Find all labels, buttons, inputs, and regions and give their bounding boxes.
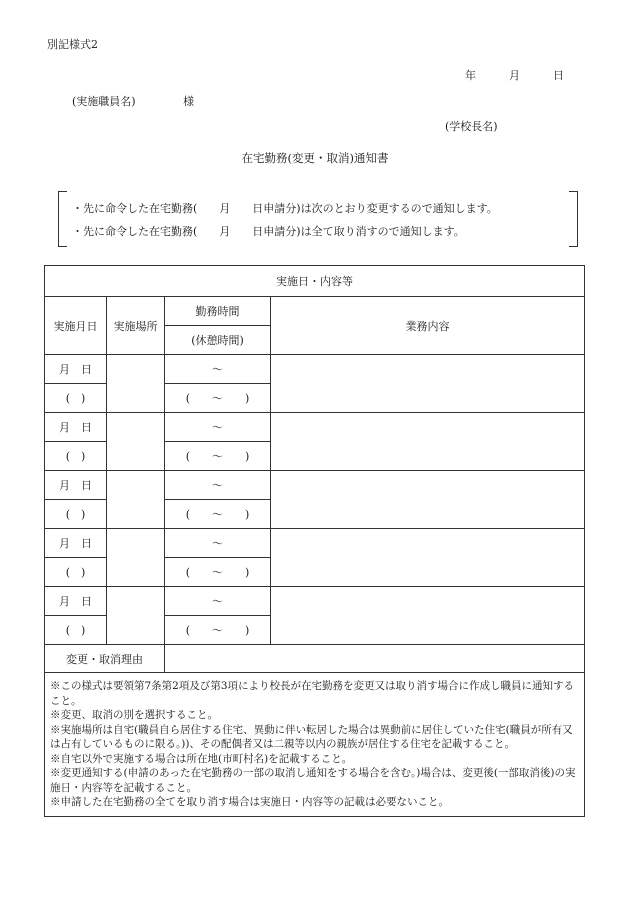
note-item: ※自宅以外で実施する場合は所在地(市町村名)を記載すること。 <box>50 752 353 765</box>
section-header: 実施日・内容等 <box>45 266 585 297</box>
col-header-content: 業務内容 <box>271 297 585 355</box>
row-hours[interactable]: ～ <box>165 413 271 442</box>
executor-honorific: 様 <box>183 95 195 108</box>
bracket-left <box>58 191 67 247</box>
principal-name-label: (学校長名) <box>445 120 498 133</box>
executor-name-label: (実施職員名) <box>72 95 136 108</box>
date-month: 月 <box>509 69 520 82</box>
col-header-break: (休憩時間) <box>165 326 271 355</box>
reason-label: 変更・取消理由 <box>45 645 165 673</box>
row-place[interactable] <box>107 413 165 471</box>
executor-line <box>72 93 194 109</box>
row-break[interactable]: ( ～ ) <box>165 384 271 413</box>
option-change[interactable]: ・先に命令した在宅勤務( 月 日申請分)は次のとおり変更するので通知します。 <box>72 202 498 215</box>
table-row <box>45 355 585 384</box>
form-number-label: 別記様式2 <box>47 38 98 51</box>
row-date[interactable]: 月 日 <box>45 471 107 500</box>
row-weekday[interactable]: ( ) <box>45 616 107 645</box>
col-header-hours: 勤務時間 <box>165 297 271 326</box>
note-item: ※申請した在宅勤務の全てを取り消す場合は実施日・内容等の記載は必要ないこと。 <box>50 796 449 808</box>
row-weekday[interactable]: ( ) <box>45 500 107 529</box>
row-content[interactable] <box>271 413 585 471</box>
col-header-date: 実施月日 <box>45 297 107 355</box>
row-weekday[interactable]: ( ) <box>45 558 107 587</box>
note-item: ※この様式は要領第7条第2項及び第3項により校長が在宅勤務を変更又は取り消す場合に作成し職員に通知すること。 <box>50 680 575 707</box>
row-date[interactable]: 月 日 <box>45 587 107 616</box>
implementation-table <box>44 265 585 817</box>
row-place[interactable] <box>107 355 165 413</box>
option-bracket <box>58 191 578 245</box>
row-hours[interactable]: ～ <box>165 471 271 500</box>
row-content[interactable] <box>271 471 585 529</box>
row-content[interactable] <box>271 529 585 587</box>
row-break[interactable]: ( ～ ) <box>165 616 271 645</box>
note-item: ※実施場所は自宅(職員自ら居住する住宅、異動に伴い転居した場合は異動前に居住していた住宅(職員が所有又は占有しているものに限る。))、その配偶者又は二親等以内の親族が居住する住宅を記載すること。 <box>50 723 573 750</box>
row-date[interactable]: 月 日 <box>45 355 107 384</box>
table-row <box>45 587 585 616</box>
row-date[interactable]: 月 日 <box>45 529 107 558</box>
row-break[interactable]: ( ～ ) <box>165 558 271 587</box>
date-day: 日 <box>553 69 564 82</box>
row-break[interactable]: ( ～ ) <box>165 500 271 529</box>
document-title: 在宅勤務(変更・取消)通知書 <box>241 151 389 165</box>
row-hours[interactable]: ～ <box>165 355 271 384</box>
row-content[interactable] <box>271 587 585 645</box>
row-place[interactable] <box>107 587 165 645</box>
reason-field[interactable] <box>165 645 585 673</box>
row-place[interactable] <box>107 471 165 529</box>
row-break[interactable]: ( ～ ) <box>165 442 271 471</box>
row-hours[interactable]: ～ <box>165 529 271 558</box>
row-content[interactable] <box>271 355 585 413</box>
option-cancel[interactable]: ・先に命令した在宅勤務( 月 日申請分)は全て取り消すので通知します。 <box>72 225 465 238</box>
table-row <box>45 413 585 442</box>
table-row <box>45 471 585 500</box>
row-weekday[interactable]: ( ) <box>45 442 107 471</box>
date-line <box>465 67 564 83</box>
table-row <box>45 529 585 558</box>
row-place[interactable] <box>107 529 165 587</box>
row-weekday[interactable]: ( ) <box>45 384 107 413</box>
note-item: ※変更通知する(申請のあった在宅勤務の一部の取消し通知をする場合を含む。)場合は、変更後(一部取消後)の実施日・内容等を記載すること。 <box>50 767 576 794</box>
date-year: 年 <box>465 69 476 82</box>
notes-block <box>45 673 585 817</box>
bracket-right <box>569 191 578 247</box>
col-header-place: 実施場所 <box>107 297 165 355</box>
note-item: ※変更、取消の別を選択すること。 <box>50 709 218 721</box>
row-hours[interactable]: ～ <box>165 587 271 616</box>
row-date[interactable]: 月 日 <box>45 413 107 442</box>
